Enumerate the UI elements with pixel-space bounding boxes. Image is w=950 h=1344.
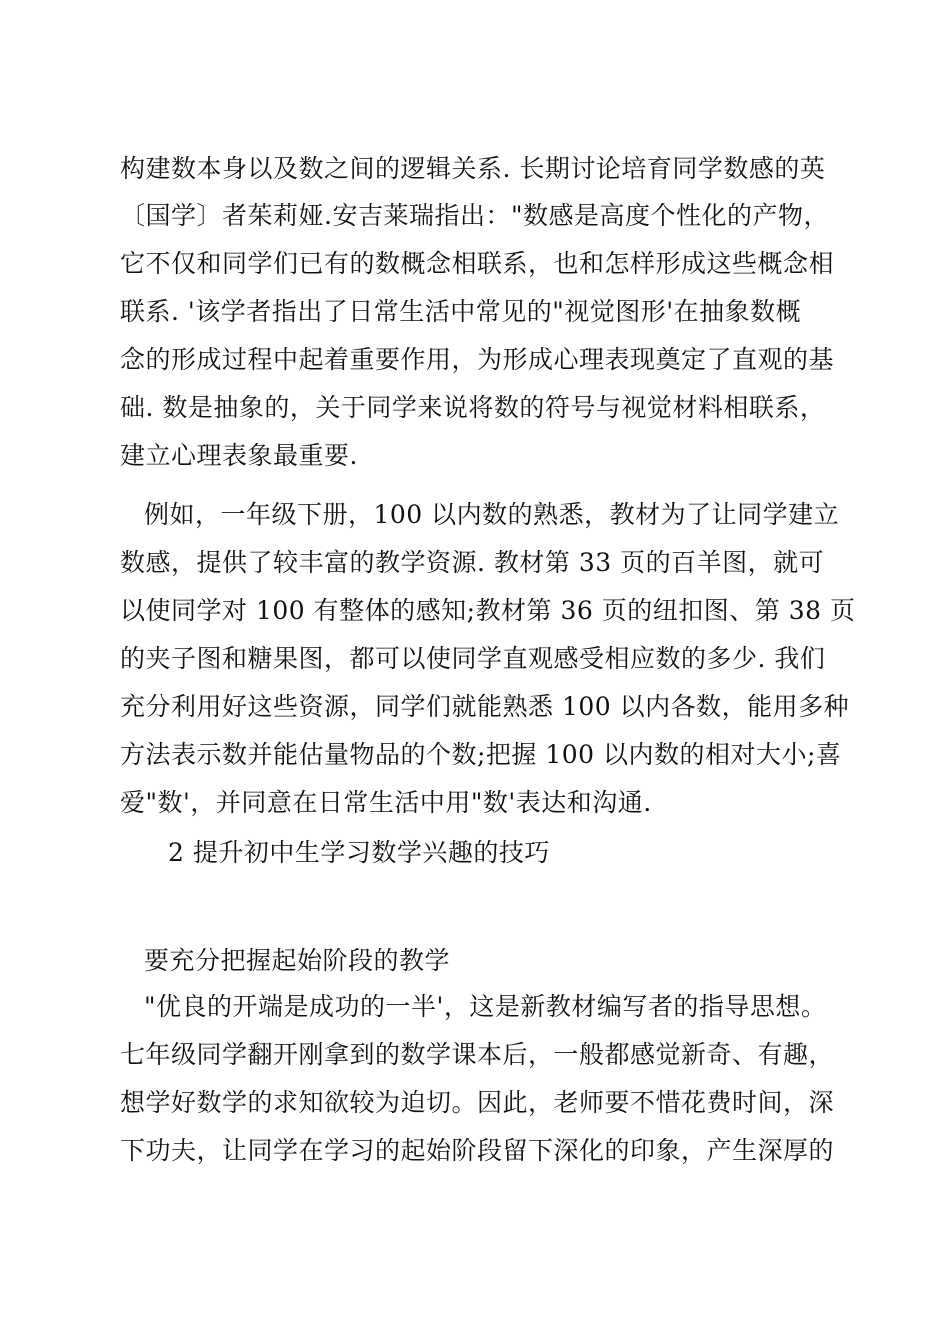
paragraph-1-line: 它不仅和同学们已有的数概念相联系，也和怎样形成这些概念相 <box>120 249 835 278</box>
paragraph-2-line: 以使同学对 100 有整体的感知;教材第 36 页的纽扣图、第 38 页 <box>120 596 856 625</box>
paragraph-3-line: 下功夫，让同学在学习的起始阶段留下深化的印象，产生深厚的 <box>120 1136 835 1165</box>
paragraph-2-line: 例如，一年级下册，100 以内数的熟悉，教材为了让同学建立 <box>144 500 840 529</box>
paragraph-1-line: 础. 数是抽象的，关于同学来说将数的符号与视觉材料相联系， <box>120 393 826 422</box>
paragraph-2-line: 方法表示数并能估量物品的个数;把握 100 以内数的相对大小;喜 <box>120 740 842 769</box>
paragraph-3-line: 七年级同学翻开刚拿到的数学课本后，一般都感觉新奇、有趣， <box>120 1040 835 1069</box>
paragraph-2-line: 数感，提供了较丰富的教学资源. 教材第 33 页的百羊图，就可 <box>120 548 825 577</box>
subheading: 要充分把握起始阶段的教学 <box>144 946 451 975</box>
paragraph-3-line: "优良的开端是成功的一半'，这是新教材编写者的指导思想。 <box>144 992 827 1021</box>
paragraph-1-line: 构建数本身以及数之间的逻辑关系. 长期讨论培育同学数感的英 <box>120 154 826 183</box>
paragraph-1-line: 〔国学〕者茱莉娅.安吉莱瑞指出："数感是高度个性化的产物， <box>120 201 829 230</box>
paragraph-1-line: 联系. '该学者指出了日常生活中常见的"视觉图形'在抽象数概 <box>120 297 802 326</box>
paragraph-2-line: 爱"数'，并同意在日常生活中用"数'表达和沟通. <box>120 788 652 817</box>
section-heading: 2 提升初中生学习数学兴趣的技巧 <box>168 838 550 867</box>
paragraph-2-line: 充分利用好这些资源，同学们就能熟悉 100 以内各数，能用多种 <box>120 692 850 721</box>
paragraph-2-line: 的夹子图和糖果图，都可以使同学直观感受相应数的多少. 我们 <box>120 644 826 673</box>
paragraph-1-line: 建立心理表象最重要. <box>120 441 358 470</box>
paragraph-3-line: 想学好数学的求知欲较为迫切。因此，老师要不惜花费时间，深 <box>120 1088 835 1117</box>
paragraph-1-line: 念的形成过程中起着重要作用，为形成心理表现奠定了直观的基 <box>120 345 835 374</box>
